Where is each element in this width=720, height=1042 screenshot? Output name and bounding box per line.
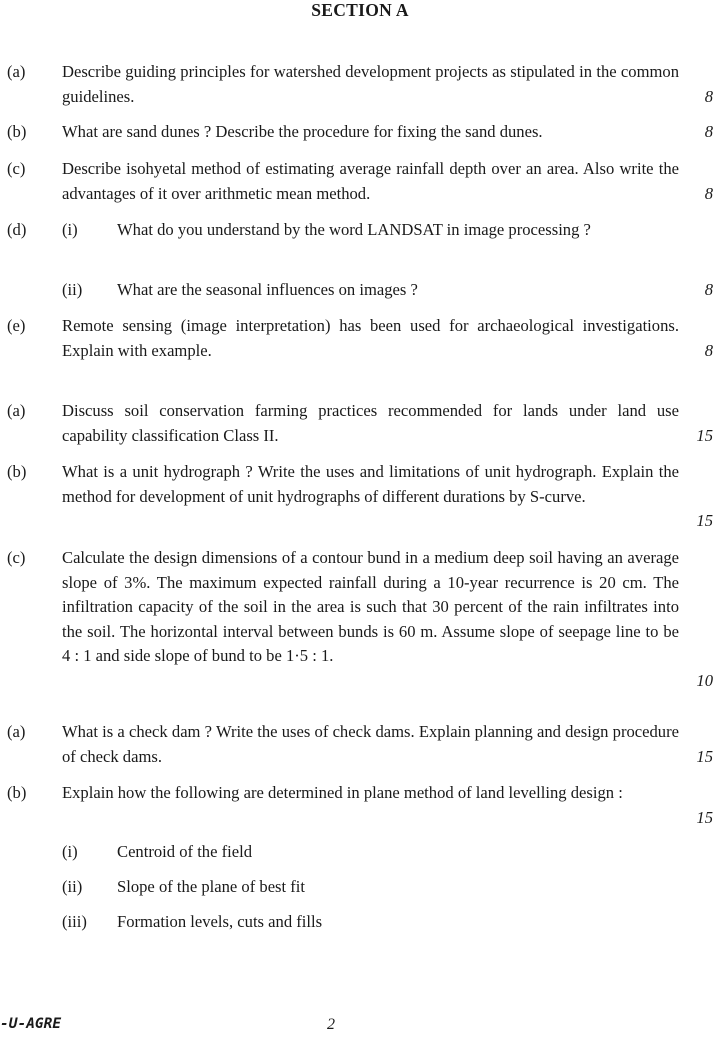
question-marks: 15 xyxy=(696,425,713,445)
question-marks: 8 xyxy=(704,340,713,360)
question-text: What is a check dam ? Write the uses of check dams. Explain planning and design procedure of check dams. xyxy=(62,722,679,766)
question-label: (e) xyxy=(7,316,26,335)
question-text: Remote sensing (image interpretation) has been used for archaeological investigations. Explain with example. xyxy=(62,316,679,360)
question-marks: 8 xyxy=(704,183,713,203)
question-marks: 8 xyxy=(704,280,713,299)
section-title: SECTION A xyxy=(311,0,409,20)
subquestion-label: (ii) xyxy=(62,280,83,299)
question-marks: 8 xyxy=(704,86,713,106)
question-text: Explain how the following are determined in plane method of land levelling design : xyxy=(62,783,623,802)
question-label: (d) xyxy=(7,220,27,239)
question-label: (a) xyxy=(7,62,26,81)
question-text: Describe isohyetal method of estimating average rainfall depth over an area. Also write the advantages of it over arithmetic mean method. xyxy=(62,159,679,203)
list-item-text: Centroid of the field xyxy=(117,842,253,861)
list-item-text: Slope of the plane of best fit xyxy=(117,877,306,896)
list-item-label: (ii) xyxy=(62,877,83,896)
question-label: (b) xyxy=(7,783,27,802)
question-label: (a) xyxy=(7,401,26,420)
question-label: (c) xyxy=(7,159,26,178)
question-marks: 15 xyxy=(696,511,713,530)
question-label: (b) xyxy=(7,462,27,481)
question-text: What are sand dunes ? Describe the procedure for fixing the sand dunes. xyxy=(62,122,543,141)
question-text: What is a unit hydrograph ? Write the uses and limitations of unit hydrograph. Explain the method for development of unit hydrographs of different durations by S-curve. xyxy=(62,462,679,506)
question-label: (c) xyxy=(7,548,26,567)
paper-code: -U-AGRE xyxy=(0,1016,62,1032)
question-marks: 10 xyxy=(696,670,713,690)
question-label: (b) xyxy=(7,122,27,141)
page-number: 2 xyxy=(327,1016,335,1033)
question-marks: 15 xyxy=(696,807,713,827)
question-text: Discuss soil conservation farming practices recommended for lands under land use capability classification Class II. xyxy=(62,401,679,445)
question-text: Describe guiding principles for watershed development projects as stipulated in the common guidelines. xyxy=(62,62,679,106)
subquestion-label: (i) xyxy=(62,220,78,239)
list-item-label: (i) xyxy=(62,842,78,861)
list-item-text: Formation levels, cuts and fills xyxy=(117,912,323,931)
list-item-label: (iii) xyxy=(62,912,87,931)
question-label: (a) xyxy=(7,722,26,741)
subquestion-text: What do you understand by the word LANDSAT in image processing ? xyxy=(117,220,591,239)
question-text: Calculate the design dimensions of a contour bund in a medium deep soil having an average slope of 3%. The maximum expected rainfall during a 10-year recurrence is 20 cm. The infiltration capacity of the soil in the area is such that 30 percent of the rain infiltrates into the soil. The horizontal interval between bunds is 60 m. Assume slope of seepage line to be 4 : 1 and side slope of bund to be 1·5 : 1. xyxy=(62,548,679,665)
question-marks: 15 xyxy=(696,746,713,766)
subquestion-text: What are the seasonal influences on images ? xyxy=(117,280,418,299)
question-marks: 8 xyxy=(704,122,713,141)
